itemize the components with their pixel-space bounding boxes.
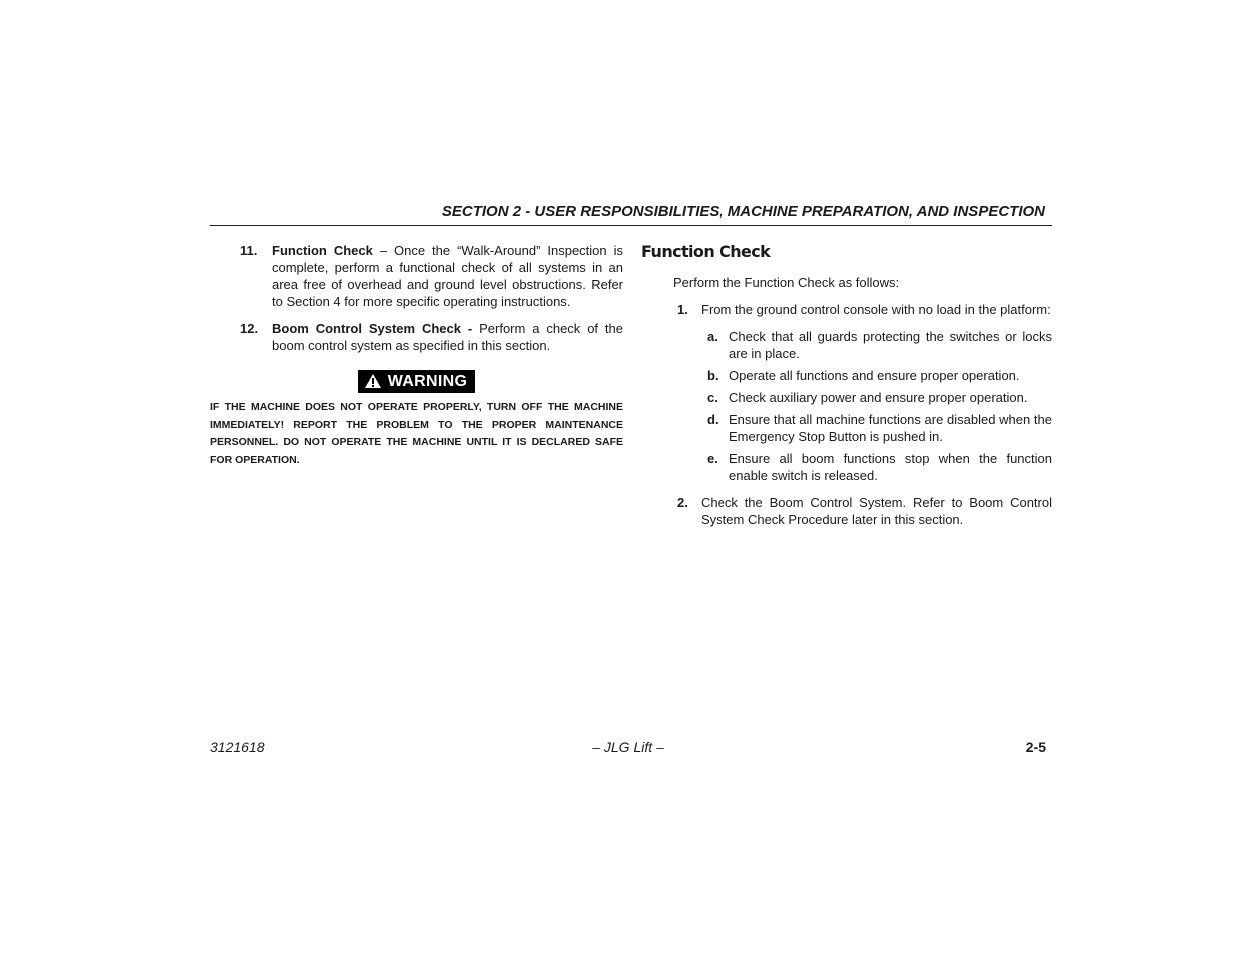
- page-footer: [210, 739, 1046, 757]
- sub-step-b: [641, 367, 1052, 384]
- item-text: – Once the “Walk-Around” Inspection is complete, perform a functional check of all systems in an area free of overhead and ground level obstructions. Refer to Section 4 for more specific operating instructions.: [272, 243, 623, 309]
- item-title: Boom Control System Check -: [272, 321, 480, 336]
- warning-triangle-icon: [364, 373, 382, 389]
- page-number: 2-5: [1025, 739, 1046, 755]
- step-1: [641, 301, 1052, 318]
- step-number: 2.: [677, 495, 688, 510]
- step-2: [641, 494, 1052, 528]
- sub-step-text: Operate all functions and ensure proper operation.: [729, 368, 1020, 383]
- item-title: Function Check: [272, 243, 373, 258]
- step-text: Check the Boom Control System. Refer to Boom Control System Check Procedure later in this section.: [701, 495, 1052, 527]
- step-text: From the ground control console with no load in the platform:: [701, 302, 1051, 317]
- sub-step-a: [641, 328, 1052, 362]
- list-item-11: [210, 242, 623, 310]
- sub-step-text: Check that all guards protecting the switches or locks are in place.: [729, 329, 1052, 361]
- warning-message: IF THE MACHINE DOES NOT OPERATE PROPERLY, TURN OFF THE MACHINE IMMEDIATELY! REPORT THE PROBLEM TO THE PROPER MAINTENANCE PERSONNEL. DO NOT OPERATE THE MACHINE UNTIL IT IS DECLARED SAFE FOR OPERATION.: [210, 401, 623, 466]
- warning-label: WARNING: [387, 373, 468, 390]
- sub-step-letter: c.: [707, 390, 718, 405]
- section-title-header: SECTION 2 - USER RESPONSIBILITIES, MACHINE PREPARATION, AND INSPECTION: [441, 203, 1045, 220]
- step-number: 1.: [677, 302, 688, 317]
- footer-brand: – JLG Lift –: [592, 739, 664, 755]
- page-header: [210, 203, 1052, 226]
- sub-step-text: Ensure that all machine functions are disabled when the Emergency Stop Button is pushed in.: [729, 412, 1052, 444]
- warning-banner: [210, 370, 623, 393]
- function-check-heading: Function Check: [641, 242, 771, 261]
- sub-step-d: [641, 411, 1052, 445]
- list-item-12: [210, 320, 623, 354]
- sub-step-list: [641, 328, 1052, 484]
- sub-step-e: [641, 450, 1052, 484]
- item-number: 11.: [240, 243, 258, 258]
- document-number: 3121618: [210, 739, 265, 755]
- item-text: Perform a check of the boom control system as specified in this section.: [272, 321, 624, 353]
- sub-step-letter: b.: [707, 368, 719, 383]
- sub-step-c: [641, 389, 1052, 406]
- sub-step-text: Check auxiliary power and ensure proper operation.: [729, 390, 1028, 405]
- sub-step-text: Ensure all boom functions stop when the function enable switch is released.: [729, 451, 1052, 483]
- sub-step-letter: e.: [707, 451, 718, 466]
- item-number: 12.: [240, 321, 259, 336]
- right-column: [641, 242, 1052, 528]
- warning-badge: [358, 370, 475, 393]
- left-column: [210, 242, 623, 469]
- intro-text: Perform the Function Check as follows:: [673, 275, 900, 290]
- sub-step-letter: a.: [707, 329, 718, 344]
- sub-step-letter: d.: [707, 412, 719, 427]
